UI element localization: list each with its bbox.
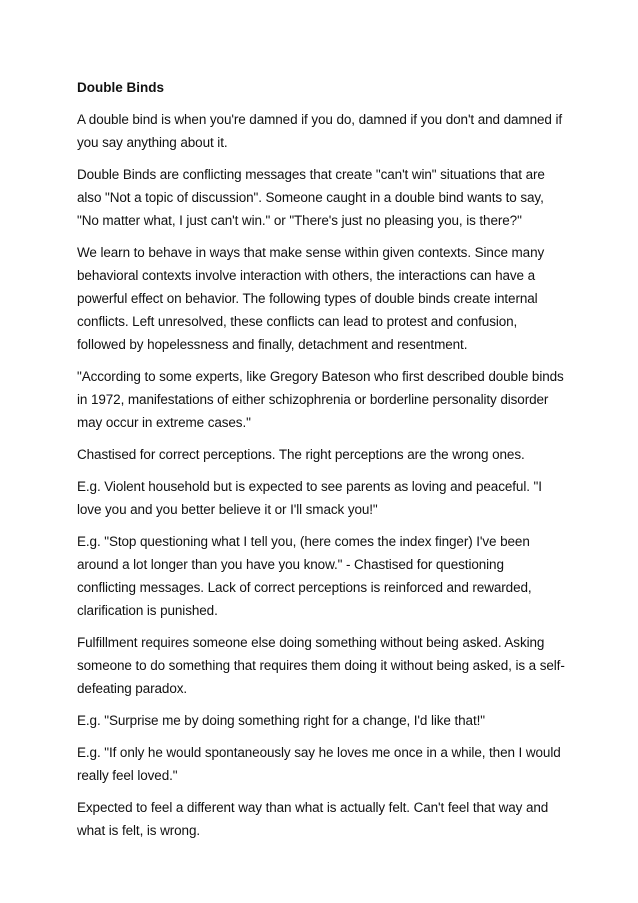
- paragraph-definition: A double bind is when you're damned if you do, damned if you don't and damned if you say anything about it.: [77, 112, 562, 150]
- document-page: [77, 78, 565, 851]
- paragraph-expected-to-feel: Expected to feel a different way than what is actually felt. Can't feel that way and what is felt, is wrong.: [77, 800, 549, 838]
- paragraph-example-surprise-me: E.g. "Surprise me by doing something right for a change, I'd like that!": [77, 713, 485, 728]
- document-title: Double Binds: [77, 80, 164, 95]
- paragraph-behavioral-contexts: We learn to behave in ways that make sense within given contexts. Since many behavioral contexts involve interaction with others, the interactions can have a powerful effect on behavior. The following types of double binds create internal conflicts. Left unresolved, these conflicts can lead to protest and confusion, followed by hopelessness and finally, detachment and resentment.: [77, 245, 545, 352]
- paragraph-conflicting-messages: Double Binds are conflicting messages that create "can't win" situations that are also "Not a topic of discussion". Someone caught in a double bind wants to say, "No matter what, I just can't win." or "There's just no pleasing you, is there?": [77, 167, 545, 228]
- paragraph-example-stop-questioning: E.g. "Stop questioning what I tell you, (here comes the index finger) I've been around a lot longer than you have you know." - Chastised for questioning conflicting messages. Lack of correct perceptions is reinforced and rewarded, clarification is punished.: [77, 534, 532, 618]
- paragraph-bateson-quote: "According to some experts, like Gregory Bateson who first described double binds in 1972, manifestations of either schizophrenia or borderline personality disorder may occur in extreme cases.": [77, 369, 564, 430]
- paragraph-example-violent-household: E.g. Violent household but is expected to see parents as loving and peaceful. "I love you and you better believe it or I'll smack you!": [77, 479, 542, 517]
- paragraph-fulfillment: Fulfillment requires someone else doing something without being asked. Asking someone to do something that requires them doing it without being asked, is a self-defeating paradox.: [77, 635, 565, 696]
- paragraph-example-spontaneously: E.g. "If only he would spontaneously say he loves me once in a while, then I would really feel loved.": [77, 745, 561, 783]
- paragraph-correct-perceptions: Chastised for correct perceptions. The right perceptions are the wrong ones.: [77, 447, 525, 462]
